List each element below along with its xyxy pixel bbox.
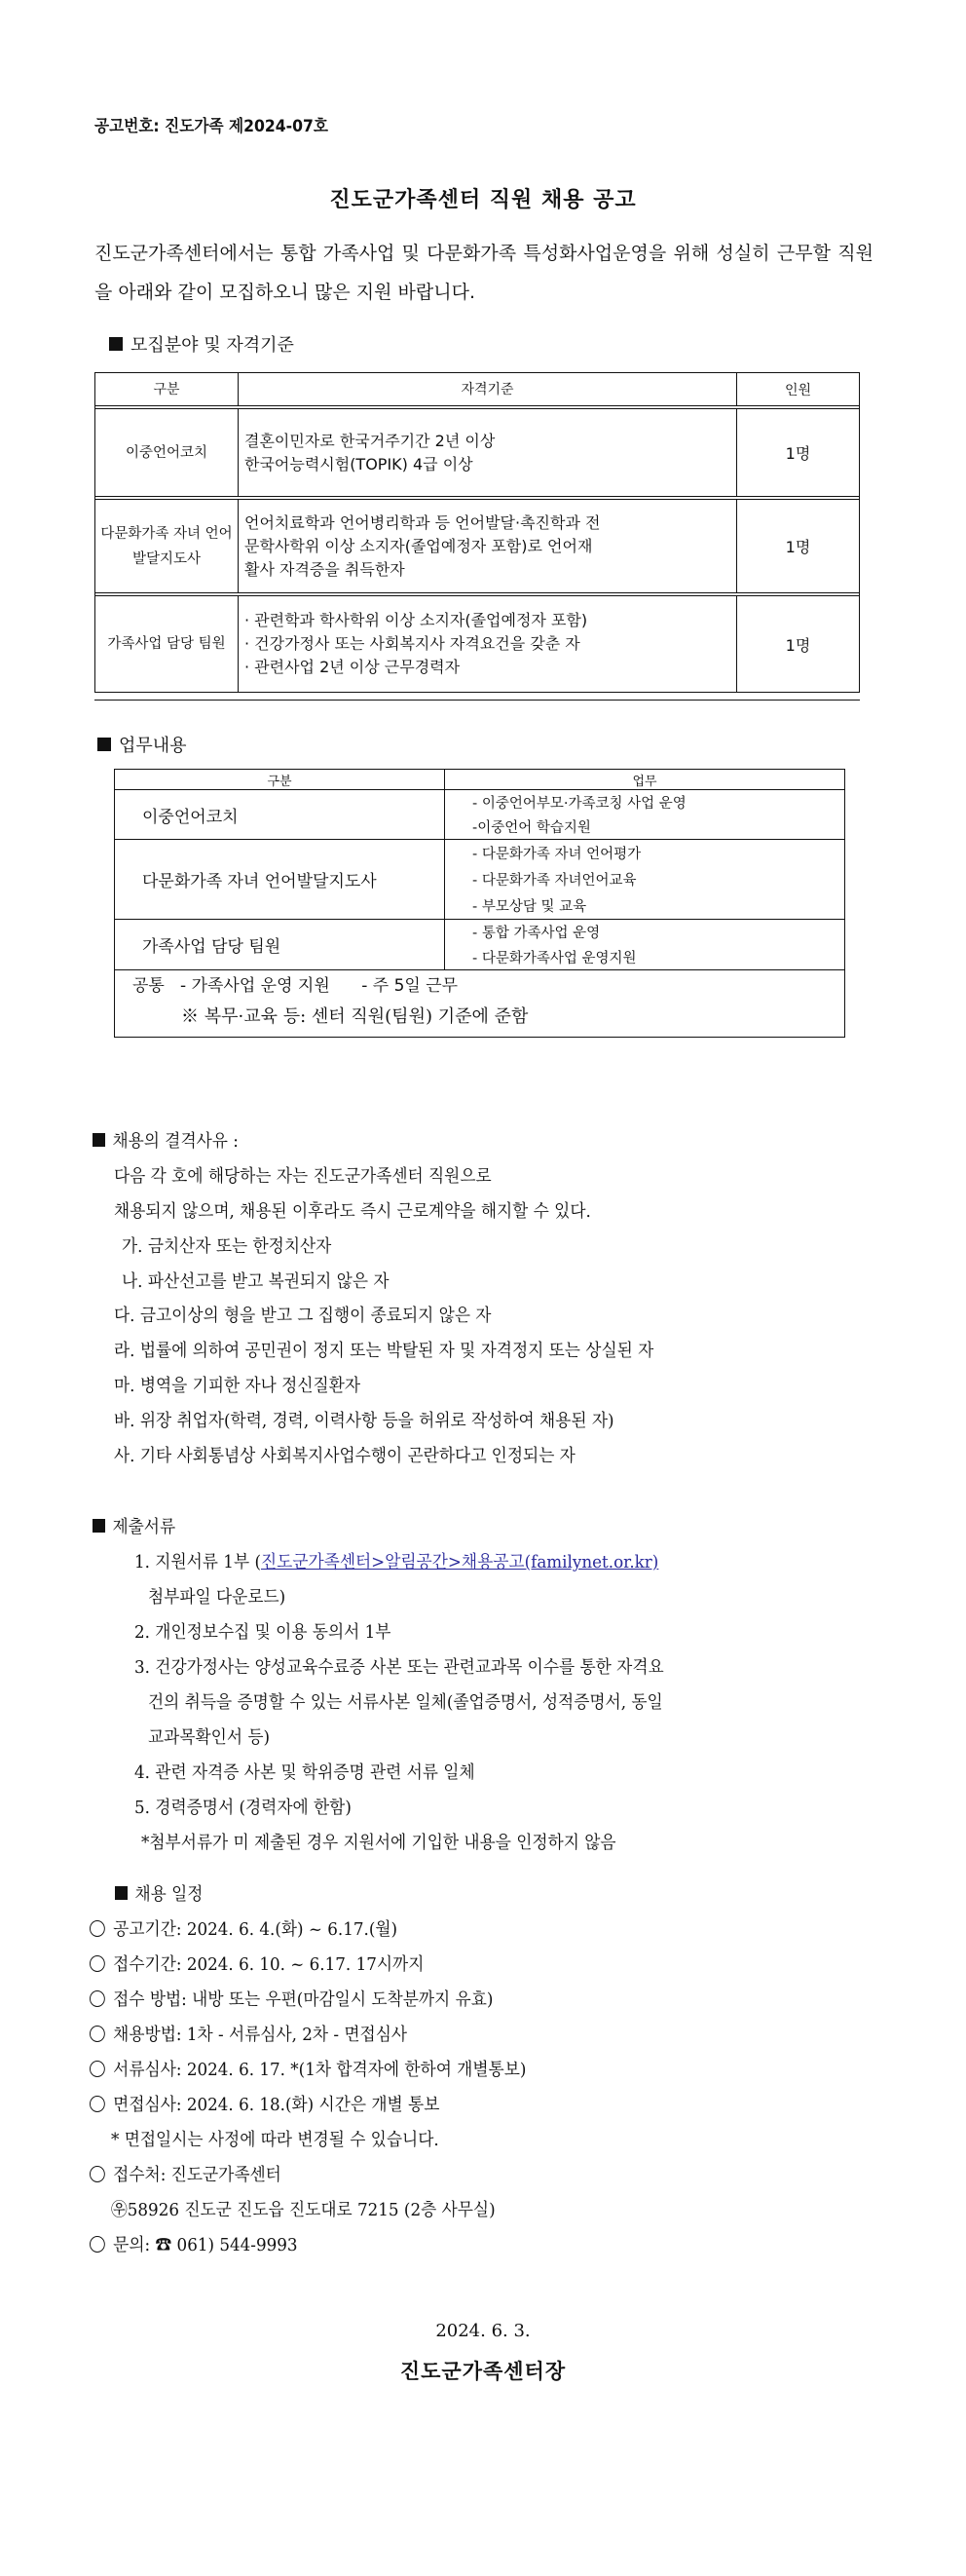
column-header-category: 구분 [115,770,445,789]
page-title: 진도군가족센터 직원 채용 공고 [329,188,637,212]
row-tasks [445,790,844,839]
reception-text: 접수처: 진도군가족센터 [113,2165,281,2185]
task-line: - 다문화가족사업 운영지원 [472,950,637,966]
row-category: 다문화가족 자녀 언어발달지도사 [95,500,239,592]
circle-bullet-icon [90,2061,105,2077]
disqualification-item: 나. 파산선고를 받고 복권되지 않은 자 [122,1271,390,1292]
common-duties-row [115,969,844,1037]
document-item-1-continued: 첨부파일 다운로드) [148,1587,286,1608]
task-line: - 통합 가족사업 운영 [472,926,601,942]
documents-note: *첨부서류가 미 제출된 경우 지원서에 기입한 내용을 인정하지 않음 [141,1833,616,1853]
schedule-item-text: 접수 방법: 내방 또는 우편(마감일시 도착분까지 유효) [113,1989,494,2010]
duties-heading [97,732,187,757]
document-item-1 [134,1548,658,1573]
row-criteria [239,596,737,692]
column-header-category: 구분 [95,373,239,405]
column-header-count: 인원 [784,382,812,398]
square-bullet-icon [115,1886,128,1900]
circle-bullet-icon [90,2236,105,2253]
document-item-4: 4. 관련 자격증 사본 및 학위증명 관련 서류 일체 [134,1762,475,1783]
circle-bullet-icon [90,2096,105,2112]
circle-bullet-icon [90,2166,105,2182]
recruitment-heading [109,331,294,357]
schedule-heading-label: 채용 일정 [134,1884,204,1905]
disqualification-item: 라. 법률에 의하여 공민권이 정지 또는 박탈된 자 및 자격정지 또는 상실된 자 [114,1341,654,1361]
schedule-item [90,1951,424,1976]
interview-note: * 면접일시는 사정에 따라 변경될 수 있습니다. [111,2130,439,2150]
schedule-item-text: 서류심사: 2024. 6. 17. *(1차 합격자에 한하여 개별통보) [113,2060,527,2080]
row-tasks [445,840,844,919]
document-item-5: 5. 경력증명서 (경력자에 한함) [134,1798,352,1818]
row-category: 이중언어코치 [95,409,239,496]
square-bullet-icon [93,1133,105,1147]
square-bullet-icon [93,1519,105,1533]
schedule-heading [115,1880,203,1906]
signature-name: 진도군가족센터장 [399,2359,567,2383]
table-row [95,405,859,496]
document-item-1-prefix: 1. 지원서류 1부 ( [134,1552,261,1572]
task-line: -이중언어 학습지원 [472,820,591,836]
task-line: - 다문화가족 자녀 언어평가 [472,847,642,862]
disqualification-item: 다. 금고이상의 형을 받고 그 집행이 종료되지 않은 자 [114,1306,492,1326]
column-header-criteria: 자격기준 [239,373,737,405]
row-category: 이중언어코치 [115,790,445,839]
table-row [95,592,859,692]
criteria-line: 한국어능력시험(TOPIK) 4급 이상 [244,454,473,474]
criteria-line: · 관련학과 학사학위 이상 소지자(졸업예정자 포함) [244,611,588,629]
disqualification-item: 가. 금치산자 또는 한정치산자 [122,1236,332,1257]
schedule-item-text: 면접심사: 2024. 6. 18.(화) 시간은 개별 통보 [113,2095,440,2115]
row-count: 1명 [785,538,811,556]
row-count: 1명 [785,444,811,463]
schedule-item-text: 접수기간: 2024. 6. 10. ~ 6.17. 17시까지 [113,1954,425,1975]
duties-heading-label: 업무내용 [119,736,187,756]
criteria-line: 결혼이민자로 한국거주기간 2년 이상 [244,431,496,450]
table-row [95,496,859,592]
document-item-3: 3. 건강가정사는 양성교육수료증 사본 또는 관련교과목 이수를 통한 자격요 [134,1657,664,1678]
schedule-item [90,2021,407,2046]
recruitment-heading-label: 모집분야 및 자격기준 [130,335,294,356]
schedule-item [90,2091,439,2116]
criteria-line: · 관련사업 2년 이상 근무경력자 [244,658,461,676]
row-category: 가족사업 담당 팀원 [115,920,445,969]
square-bullet-icon [97,738,111,751]
disqualification-item: 사. 기타 사회통념상 사회복지사업수행이 곤란하다고 인정되는 자 [114,1446,576,1466]
disqualification-heading-label: 채용의 결격사유 : [112,1131,239,1152]
contact-text: 문의: ☎ 061) 544-9993 [113,2235,298,2255]
schedule-contact [90,2231,298,2256]
square-bullet-icon [109,337,123,351]
schedule-reception [90,2161,281,2186]
schedule-item [90,1986,493,2011]
document-item-3-continued: 교과목확인서 등) [148,1727,271,1748]
criteria-line: 언어치료학과 언어병리학과 등 언어발달·촉진학과 전 [244,512,601,532]
circle-bullet-icon [90,1955,105,1972]
table-bottom-rule [94,700,860,701]
schedule-item-text: 공고기간: 2024. 6. 4.(화) ~ 6.17.(월) [113,1919,398,1940]
circle-bullet-icon [90,1920,105,1937]
row-tasks [445,920,844,969]
disqualification-item: 마. 병역을 기피한 자나 정신질환자 [114,1376,361,1396]
task-line: - 부모상담 및 교육 [472,899,587,915]
duties-table [114,769,845,1038]
schedule-item [90,1915,397,1941]
task-line: - 이중언어부모·가족코칭 사업 운영 [472,796,687,812]
recruitment-table [94,372,860,693]
intro-paragraph: 진도군가족센터에서는 통합 가족사업 및 다문화가족 특성화사업운영을 위해 성실히 근무할 직원을 아래와 같이 모집하오니 많은 지원 바랍니다. [94,243,873,303]
reception-address: ㉾58926 진도군 진도읍 진도대로 7215 (2층 사무실) [111,2200,496,2220]
row-count: 1명 [785,635,811,655]
disqualification-item: 바. 위장 취업자(학력, 경력, 이력사항 등을 허위로 작성하여 채용된 자) [114,1411,614,1431]
table-row [115,789,844,839]
documents-heading-label: 제출서류 [112,1517,176,1537]
common-duties-note: ※ 복무·교육 등: 센터 직원(팀원) 기준에 준함 [181,1006,529,1027]
row-criteria [239,500,737,592]
common-duties-line: 공통 - 가족사업 운영 지원 - 주 5일 근무 [132,976,459,996]
criteria-line: 문학사학위 이상 소지자(졸업예정자 포함)로 언어재 [244,536,593,555]
document-item-2: 2. 개인정보수집 및 이용 동의서 1부 [134,1622,391,1643]
criteria-line: · 건강가정사 또는 사회복지사 자격요건을 갖춘 자 [244,634,580,653]
disqualification-intro-line: 채용되지 않으며, 채용된 이후라도 즉시 근로계약을 해지할 수 있다. [114,1201,591,1222]
table-row [115,919,844,969]
recruitment-notice-link[interactable]: 진도군가족센터>알림공간>채용공고(familynet.or.kr) [260,1552,659,1572]
row-category: 가족사업 담당 팀원 [95,596,239,692]
table-header-row [115,770,844,789]
disqualification-heading [93,1127,239,1153]
criteria-line: 활사 자격증을 취득한자 [244,559,405,579]
table-row [115,839,844,919]
document-item-3-continued: 건의 취득을 증명할 수 있는 서류사본 일체(졸업증명서, 성적증명서, 동일 [148,1692,663,1713]
row-criteria [239,409,737,496]
circle-bullet-icon [90,2026,105,2042]
notice-number: 공고번호: 진도가족 제2024-07호 [94,117,329,136]
signature-date: 2024. 6. 3. [435,2321,531,2341]
table-header-row [95,373,859,405]
disqualification-intro-line: 다음 각 호에 해당하는 자는 진도군가족센터 직원으로 [114,1166,492,1187]
circle-bullet-icon [90,1990,105,2007]
row-category: 다문화가족 자녀 언어발달지도사 [115,840,445,919]
schedule-item-text: 채용방법: 1차 - 서류심사, 2차 - 면접심사 [113,2025,408,2045]
schedule-item [90,2056,526,2081]
documents-heading [93,1513,175,1538]
task-line: - 다문화가족 자녀언어교육 [472,873,637,889]
column-header-tasks: 업무 [632,774,657,789]
